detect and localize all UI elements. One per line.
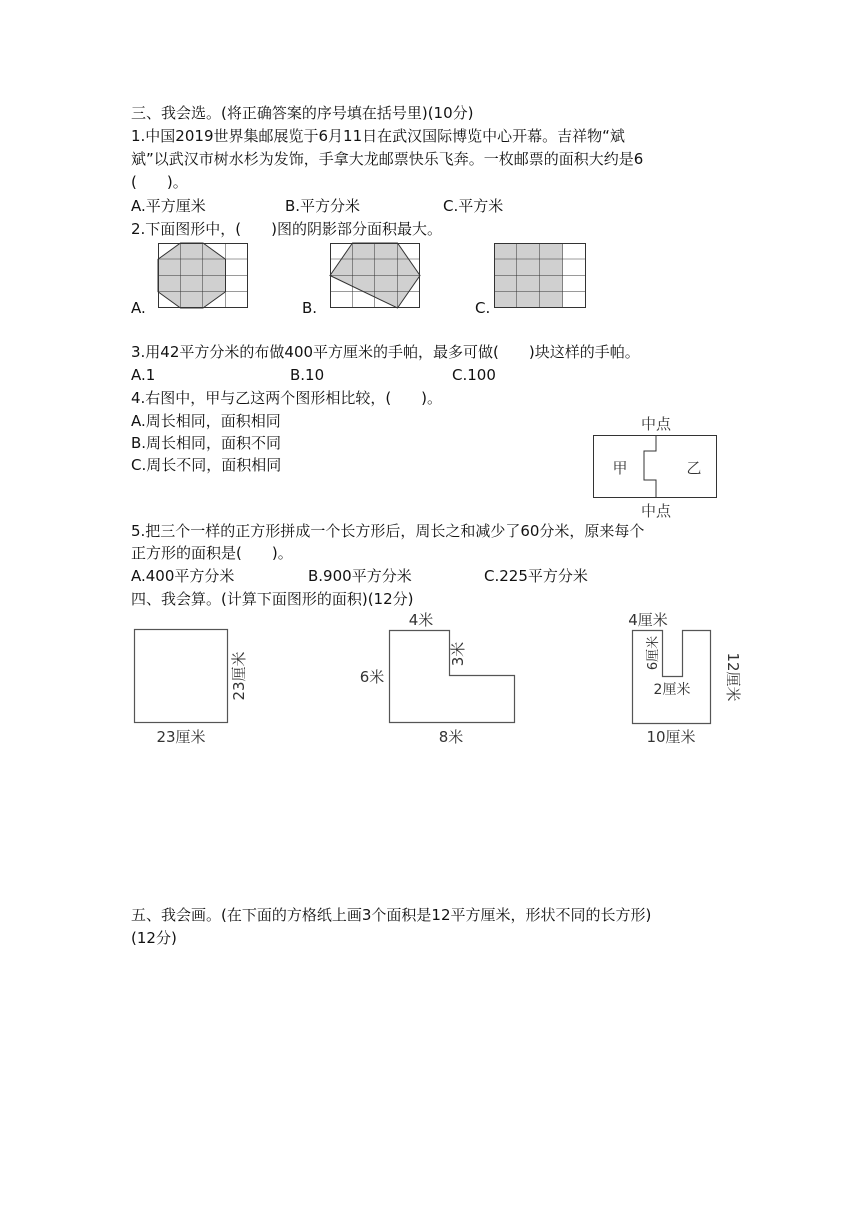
q2-figure-a (158, 243, 248, 308)
q1-line2: 斌”以武汉市树水杉为发饰，手拿大龙邮票快乐飞奔。一枚邮票的面积大约是6 (131, 150, 644, 168)
q4-text: 4.右图中，甲与乙这两个图形相比较，( )。 (131, 389, 443, 407)
q2-figure-c (494, 243, 586, 308)
q4-label-top: 中点 (640, 415, 672, 433)
q2-label-a: A. (131, 299, 146, 317)
q4-label-right: 乙 (686, 459, 702, 477)
q5-line2: 正方形的面积是( )。 (131, 544, 293, 562)
fig1-side-label: 23厘米 (230, 651, 248, 701)
q1-option-c: C.平方米 (443, 197, 504, 215)
section4-figure-lshape (355, 610, 520, 750)
q2-figure-b (330, 243, 420, 308)
fig1-bottom-label: 23厘米 (156, 728, 206, 746)
section4-title: 四、我会算。(计算下面图形的面积)(12分) (131, 590, 414, 608)
q3-option-a: A.1 (131, 366, 156, 384)
fig3-inner-depth-label: 6厘米 (646, 635, 661, 671)
q2-text: 2.下面图形中，( )图的阴影部分面积最大。 (131, 220, 443, 238)
q5-option-b: B.900平方分米 (308, 567, 412, 585)
q5-option-c: C.225平方分米 (484, 567, 588, 585)
q1-line3: ( )。 (131, 173, 188, 191)
section5-line2: (12分) (131, 929, 177, 947)
q3-text: 3.用42平方分米的布做400平方厘米的手帕，最多可做( )块这样的手帕。 (131, 343, 640, 361)
q1-line1: 1.中国2019世界集邮展览于6月11日在武汉国际博览中心开幕。吉祥物“斌 (131, 127, 625, 145)
q4-option-a: A.周长相同，面积相同 (131, 412, 281, 430)
fig2-bottom-label: 8米 (438, 728, 464, 746)
fig3-inner-width-label: 2厘米 (653, 682, 691, 698)
q5-line1: 5.把三个一样的正方形拼成一个长方形后，周长之和减少了60分米，原来每个 (131, 522, 645, 540)
section3-title: 三、我会选。(将正确答案的序号填在括号里)(10分) (131, 104, 474, 122)
q2-label-b: B. (302, 299, 318, 317)
fig2-inner-label: 3米 (449, 641, 467, 667)
fig3-bottom-label: 10厘米 (646, 728, 696, 746)
fig3-top-label: 4厘米 (628, 611, 668, 629)
q4-option-b: B.周长相同，面积不同 (131, 434, 282, 452)
q4-label-left: 甲 (612, 459, 628, 477)
fig3-right-label: 12厘米 (724, 652, 742, 702)
q3-option-c: C.100 (452, 366, 496, 384)
q4-figure (590, 412, 720, 520)
q1-option-b: B.平方分米 (285, 197, 361, 215)
q1-option-a: A.平方厘米 (131, 197, 206, 215)
fig2-left-label: 6米 (359, 668, 385, 686)
section5-line1: 五、我会画。(在下面的方格纸上画3个面积是12平方厘米，形状不同的长方形) (131, 906, 652, 924)
fig2-top-label: 4米 (408, 611, 434, 629)
q4-label-bottom: 中点 (640, 502, 672, 520)
q4-option-c: C.周长不同，面积相同 (131, 456, 282, 474)
q2-label-c: C. (475, 299, 491, 317)
section4-figure-ushape (620, 610, 740, 750)
q5-option-a: A.400平方分米 (131, 567, 235, 585)
section4-figure-square (130, 625, 255, 750)
q3-option-b: B.10 (290, 366, 325, 384)
